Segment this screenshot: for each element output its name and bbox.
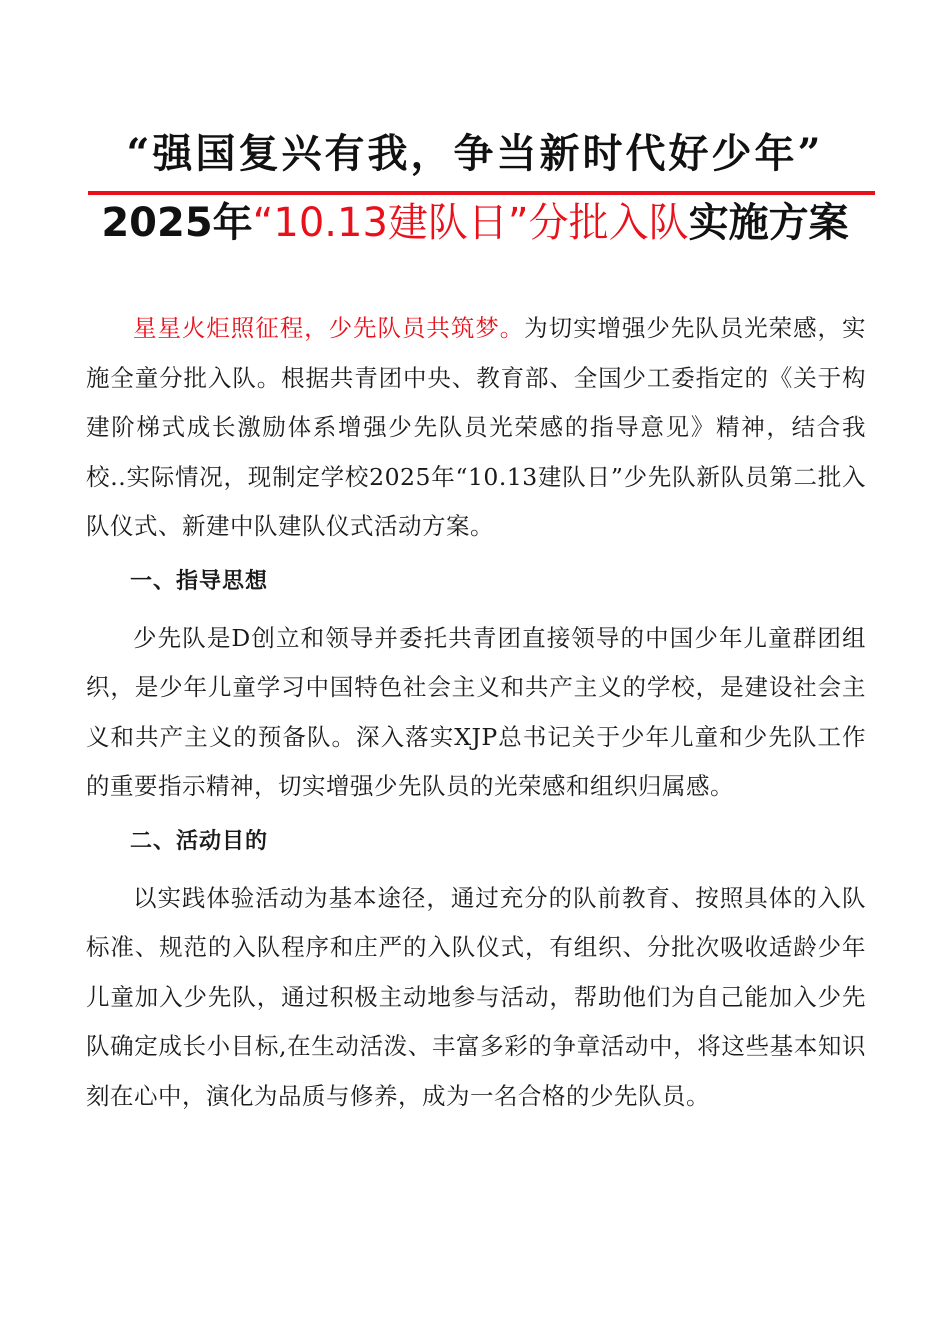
intro-lead: 星星火炬照征程，少先队员共筑梦。 — [133, 314, 525, 342]
document-body — [86, 304, 866, 1121]
section-paragraph-activity-purpose: 以实践体验活动为基本途径，通过充分的队前教育、按照具体的入队标准、规范的入队程序和庄严的入队仪式，有组织、分批次吸收适龄少年儿童加入少先队，通过积极主动地参与活动，帮助他们为自己能加入少先队确定成长小目标,在生动活泼、丰富多彩的争章活动中，将这些基本知识刻在心中，演化为品质与修养，成为一名合格的少先队员。 — [86, 883, 866, 1110]
title-suffix: 实施方案 — [688, 200, 849, 246]
slogan-title: “强国复兴有我，争当新时代好少年” — [126, 130, 824, 177]
section-paragraph-guiding-ideology: 少先队是D创立和领导并委托共青团直接领导的中国少年儿童群团组织，是少年儿童学习中国特色社会主义和共产主义的学校，是建设社会主义和共产主义的预备队。深入落实XJP总书记关于少年儿童和少先队工作的重要指示精神，切实增强少先队员的光荣感和组织归属感。 — [86, 623, 866, 800]
intro-paragraph — [86, 304, 866, 552]
title-highlight: “10.13建队日”分批入队 — [252, 200, 689, 246]
section-heading-guiding-ideology: 一、指导思想 — [130, 568, 269, 594]
intro-text: 为切实增强少先队员光荣感，实施全童分批入队。根据共青团中央、教育部、全国少工委指定的《关于构建阶梯式成长激励体系增强少先队员光荣感的指导意见》精神，结合我校..实际情况，现制定学校2025年“10.13建队日”少先队新队员第二批入队仪式、新建中队建队仪式活动方案。 — [86, 314, 866, 540]
red-divider-line — [88, 191, 875, 195]
section-heading-activity-purpose: 二、活动目的 — [130, 828, 269, 854]
title-year: 2025年 — [101, 200, 253, 246]
document-title — [60, 198, 890, 248]
